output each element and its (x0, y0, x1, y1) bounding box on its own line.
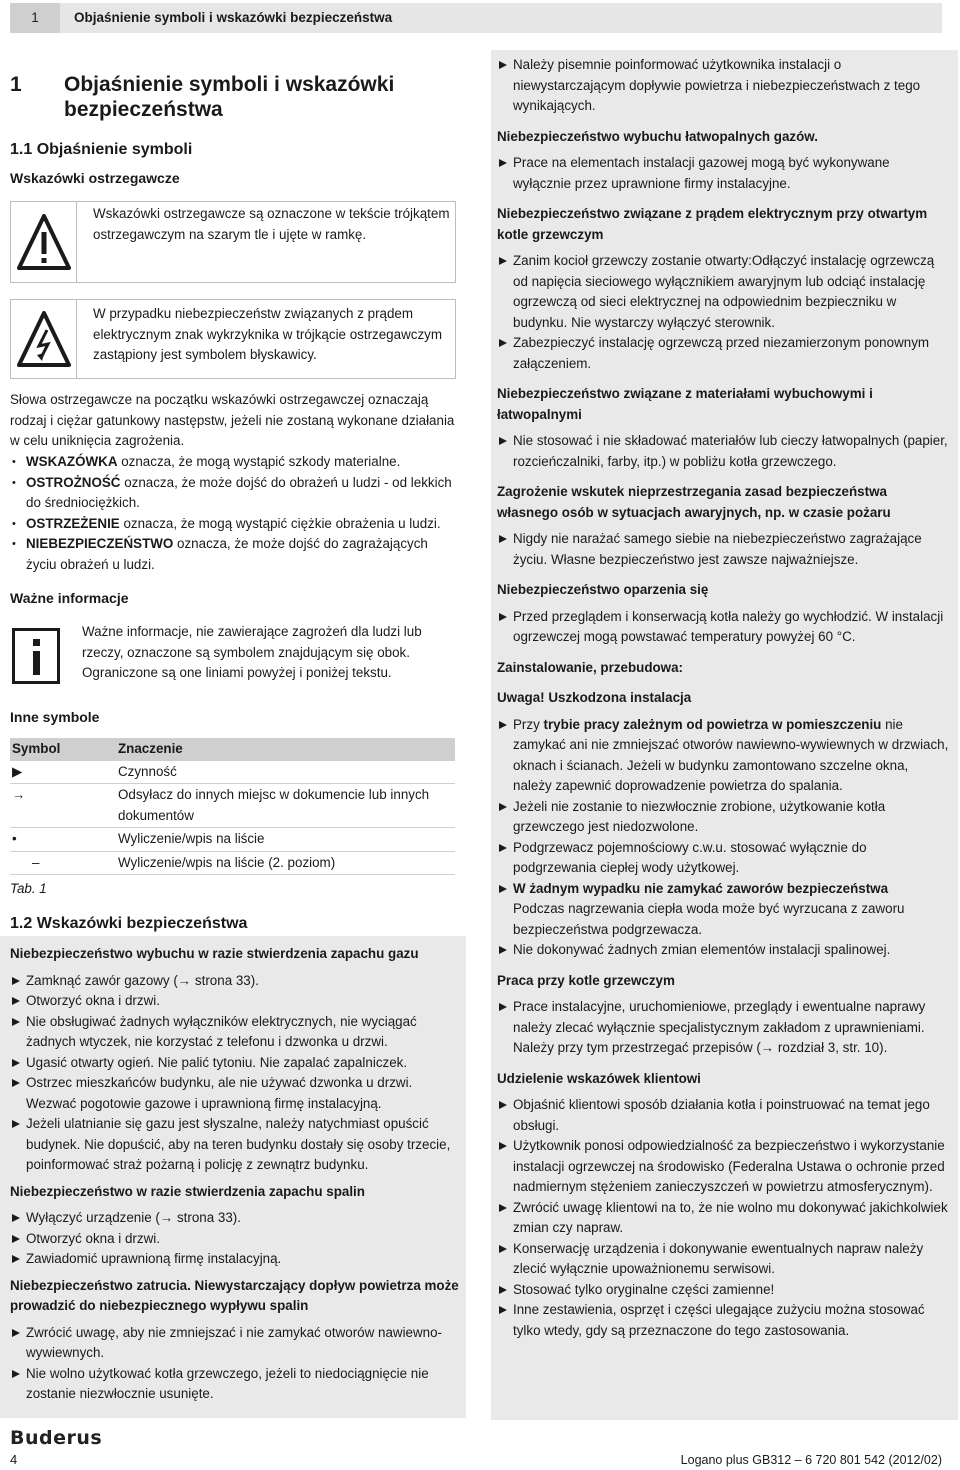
customer-instructions-list (497, 1095, 949, 1341)
list-item: Jeżeli ulatnianie się gazu jest słyszalne, należy natychmiast opuścić budynek. Nie dopuścić, aby na teren budynku dostały się osoby trzecie, poinformować straż pożarną i policję z zewnątrz budynku. (10, 1114, 460, 1176)
damaged-installation-subheading: Uwaga! Uszkodzona instalacja (497, 690, 692, 705)
list-item: Nie wolno użytkować kotła grzewczego, jeżeli to niedociągnięcie nie zostanie niezwłocznie usunięte. (10, 1364, 460, 1405)
info-box (10, 620, 460, 690)
poisoning-heading: Niebezpieczeństwo zatrucia. Niewystarczający dopływ powietrza może prowadzić do niebezpiecznego wypływu spalin (10, 1277, 459, 1313)
flue-smell-list (10, 1208, 460, 1270)
important-info-heading: Ważne informacje (10, 590, 129, 606)
electric-warning-text: W przypadku niebezpieczeństw związanych z prądem elektrycznym znak wykrzyknika w trójkącie ostrzegawczym zastąpiony jest symbolem błyskawicy. (93, 306, 442, 362)
electric-warning-box (10, 299, 456, 379)
list-item: Wyłączyć urządzenie (→ strona 33). (10, 1208, 460, 1229)
info-box-text: Ważne informacje, nie zawierające zagrożeń dla ludzi lub rzeczy, oznaczone są symbolem znajdującym się obok. Ograniczone są one liniami powyżej i poniżej tekstu. (82, 624, 422, 680)
table-header-symbol: Symbol (10, 738, 116, 761)
header-chapter-number: 1 (10, 3, 60, 33)
warning-triangle-icon (11, 202, 77, 282)
table-cell-meaning: Odsyłacz do innych miejsc w dokumencie lub innych dokumentów (116, 784, 455, 828)
air-supply-list (497, 55, 949, 117)
document-reference: Logano plus GB312 – 6 720 801 542 (2012/02) (680, 1453, 942, 1467)
list-item: Nigdy nie narażać samego siebie na niebezpieczeństwo zagrażające życiu. Własne bezpieczeństwo jest zawsze najważniejsze. (497, 529, 949, 570)
list-item: • NIEBEZPIECZEŃSTWO oznacza, że może dojść do zagrażających życiu obrażeń u ludzi. (10, 534, 458, 575)
page-header (10, 3, 942, 33)
list-item: Przed przeglądem i konserwacją kotła należy go wychłodzić. W instalacji ogrzewczej mogą powstawać temperatury powyżej 60 °C. (497, 607, 949, 648)
electric-danger-heading: Niebezpieczeństwo związane z prądem elektrycznym przy otwartym kotle grzewczym (497, 206, 928, 242)
list-item: Nie obsługiwać żadnych wyłączników elektrycznych, nie wyciągać żadnych wtyczek, nie korzystać z telefonu i dzwonka u drzwi. (10, 1012, 460, 1053)
list-item: Zanim kocioł grzewczy zostanie otwarty:Odłączyć instalację ogrzewczą od napięcia sieciowego wyłącznikiem awaryjnym lub odciąć instalację ogrzewczą od sieci elektrycznej na odpowiednim bezpieczniku w budynku. Nie wystarczy wyłączyć sterownik. (497, 251, 949, 333)
list-item: Prace instalacyjne, uruchomieniowe, przeglądy i ewentualne naprawy należy zlecać wyłącznie specjalistycznym zakładom z uprawnieniami. Należy przy tym przestrzegać przepisów (→ rozdział 3, str. 10). (497, 997, 949, 1059)
section-1-1-title: 1.1 Objaśnienie symboli (10, 141, 193, 158)
list-item: • WSKAZÓWKA oznacza, że mogą wystąpić szkody materialne. (10, 452, 458, 473)
table-cell-meaning: Wyliczenie/wpis na liście (116, 828, 455, 852)
emergency-heading: Zagrożenie wskutek nieprzestrzegania zasad bezpieczeństwa własnego osób w sytuacjach awaryjnych, np. w czasie pożaru (497, 484, 891, 520)
list-item: Otworzyć okna i drzwi. (10, 991, 460, 1012)
page-number: 4 (10, 1452, 18, 1467)
lightning-triangle-icon (11, 300, 77, 378)
table-cell-symbol: → (10, 784, 116, 828)
list-item: • OSTRZEŻENIE oznacza, że mogą wystąpić ciężkie obrażenia u ludzi. (10, 514, 458, 535)
explosive-materials-list (497, 431, 949, 472)
info-icon (12, 628, 60, 684)
list-item: Zwrócić uwagę, aby nie zmniejszać i nie zamykać otworów nawiewno-wywiewnych. (10, 1323, 460, 1364)
gas-smell-heading: Niebezpieczeństwo wybuchu w razie stwierdzenia zapachu gazu (10, 946, 419, 961)
customer-instructions-heading: Udzielenie wskazówek klientowi (497, 1070, 701, 1086)
list-item: Zabezpieczyć instalację ogrzewczą przed niezamierzonym ponownym załączeniem. (497, 333, 949, 374)
list-item: Podgrzewacz pojemnościowy c.w.u. stosować wyłącznie do podgrzewania ciepłej wody użytkowej. (497, 838, 949, 879)
list-item: Objaśnić klientowi sposób działania kotła i poinstruować na temat jego obsługi. (497, 1095, 949, 1136)
warning-triangle-box (10, 201, 456, 283)
table-cell-symbol: – (10, 851, 116, 875)
installation-heading: Zainstalowanie, przebudowa: (497, 659, 684, 675)
chapter-title (10, 72, 460, 122)
warnings-heading: Wskazówki ostrzegawcze (10, 170, 180, 186)
signal-words-intro: Słowa ostrzegawcze na początku wskazówki ostrzegawczej oznaczają rodzaj i ciężar gatunkowy następstw, jeżeli nie zostaną wykonane działania w celu uniknięcia zagrożenia. (10, 392, 455, 448)
left-safety-content (10, 944, 460, 1405)
list-item: Nie dokonywać żadnych zmian elementów instalacji spalinowej. (497, 940, 949, 961)
list-item: Zawiadomić uprawnioną firmę instalacyjną. (10, 1249, 460, 1270)
list-item: Przy trybie pracy zależnym od powietrza w pomieszczeniu nie zamykać ani nie zmniejszać otworów nawiewno-wywiewnych w drzwiach, oknach i ścianach. Jeżeli w budynku zamontowano szczelne okna, należy zapewnić doprowadzenie powietrza do spalania. (497, 715, 949, 797)
chapter-number: 1 (10, 73, 22, 96)
list-item: Użytkownik ponosi odpowiedzialność za bezpieczeństwo i wykorzystanie instalacji ogrzewczej na środowisko (Federalna Ustawa o ochronie przed nadmiernym stężeniem zanieczyszczeń w powietrzu atmosferycznym). (497, 1136, 949, 1198)
buderus-logo: Buderus (10, 1427, 103, 1449)
list-item: Zamknąć zawór gazowy (→ strona 33). (10, 971, 460, 992)
boiler-work-heading: Praca przy kotle grzewczym (497, 972, 675, 988)
list-item: Zwrócić uwagę klientowi na to, że nie wolno mu dokonywać jakichkolwiek zmian czy napraw. (497, 1198, 949, 1239)
flammable-gas-list (497, 153, 949, 194)
table-header-meaning: Znaczenie (116, 738, 455, 761)
list-item: Jeżeli nie zostanie to niezwłocznie zrobione, użytkowanie kotła grzewczego jest niedozwolone. (497, 797, 949, 838)
emergency-list (497, 529, 949, 570)
header-title: Objaśnienie symboli i wskazówki bezpieczeństwa (74, 10, 393, 25)
list-item: Stosować tylko oryginalne części zamienne! (497, 1280, 949, 1301)
flue-smell-heading: Niebezpieczeństwo w razie stwierdzenia zapachu spalin (10, 1183, 365, 1199)
table-header-row (10, 738, 455, 761)
table-cell-symbol: ▶ (10, 761, 116, 784)
list-item: Ugasić otwarty ogień. Nie palić tytoniu. Nie zapalać zapalniczek. (10, 1053, 460, 1074)
list-item: Konserwację urządzenia i dokonywanie ewentualnych napraw należy zlecić wyłącznie upoważnionemu serwisowi. (497, 1239, 949, 1280)
list-item: • OSTROŻNOŚĆ oznacza, że może dojść do obrażeń u ludzi - od lekkich do średniociężkich. (10, 473, 458, 514)
table-row (10, 851, 455, 875)
symbols-table (10, 738, 455, 875)
boiler-work-list (497, 997, 949, 1059)
list-item: Należy pisemnie poinformować użytkownika instalacji o niewystarczającym dopływie powietrza i niebezpieczeństwach z tego wynikających. (497, 55, 949, 117)
installation-list (497, 715, 949, 961)
explosive-materials-heading: Niebezpieczeństwo związane z materiałami wybuchowymi i łatwopalnymi (497, 386, 873, 422)
right-column-content (497, 55, 949, 1341)
list-item: Ostrzec mieszkańców budynku, ale nie używać dzwonka u drzwi. Wezwać pogotowie gazowe i uprawnioną firmę instalacyjną. (10, 1073, 460, 1114)
chapter-title-line2: bezpieczeństwa (64, 98, 223, 121)
list-item: Inne zestawienia, osprzęt i części ulegające zużyciu można stosować tylko wtedy, gdy są przeznaczone do tego zastosowania. (497, 1300, 949, 1341)
list-item: Prace na elementach instalacji gazowej mogą być wykonywane wyłącznie przez uprawnione firmy instalacyjne. (497, 153, 949, 194)
burn-danger-heading: Niebezpieczeństwo oparzenia się (497, 582, 709, 597)
other-symbols-heading: Inne symbole (10, 709, 100, 725)
section-1-2-title: 1.2 Wskazówki bezpieczeństwa (10, 915, 248, 932)
symbols-table-wrapper (10, 738, 455, 900)
poisoning-list (10, 1323, 460, 1405)
list-item: Otworzyć okna i drzwi. (10, 1229, 460, 1250)
table-cell-meaning: Wyliczenie/wpis na liście (2. poziom) (116, 851, 455, 875)
list-item: W żadnym wypadku nie zamykać zaworów bezpieczeństwa Podczas nagrzewania ciepła woda może być wyrzucana z zaworu bezpieczeństwa podgrzewacza. (497, 879, 949, 941)
table-row (10, 761, 455, 784)
flammable-gas-heading: Niebezpieczeństwo wybuchu łatwopalnych gazów. (497, 128, 818, 144)
list-item: Nie stosować i nie składować materiałów lub cieczy łatwopalnych (papier, rozcieńczalniki, farby, itp.) w pobliżu kotła grzewczego. (497, 431, 949, 472)
signal-words-list (10, 452, 458, 575)
burn-danger-list (497, 607, 949, 648)
table-cell-meaning: Czynność (116, 761, 455, 784)
chapter-title-line1: Objaśnienie symboli i wskazówki (64, 73, 395, 96)
table-row (10, 784, 455, 828)
electric-danger-list (497, 251, 949, 374)
gas-smell-list (10, 971, 460, 1176)
table-cell-symbol: • (10, 828, 116, 852)
table-row (10, 828, 455, 852)
warning-box-text: Wskazówki ostrzegawcze są oznaczone w tekście trójkątem ostrzegawczym na szarym tle i ujęte w ramkę. (93, 206, 450, 242)
table-caption: Tab. 1 (10, 881, 47, 896)
